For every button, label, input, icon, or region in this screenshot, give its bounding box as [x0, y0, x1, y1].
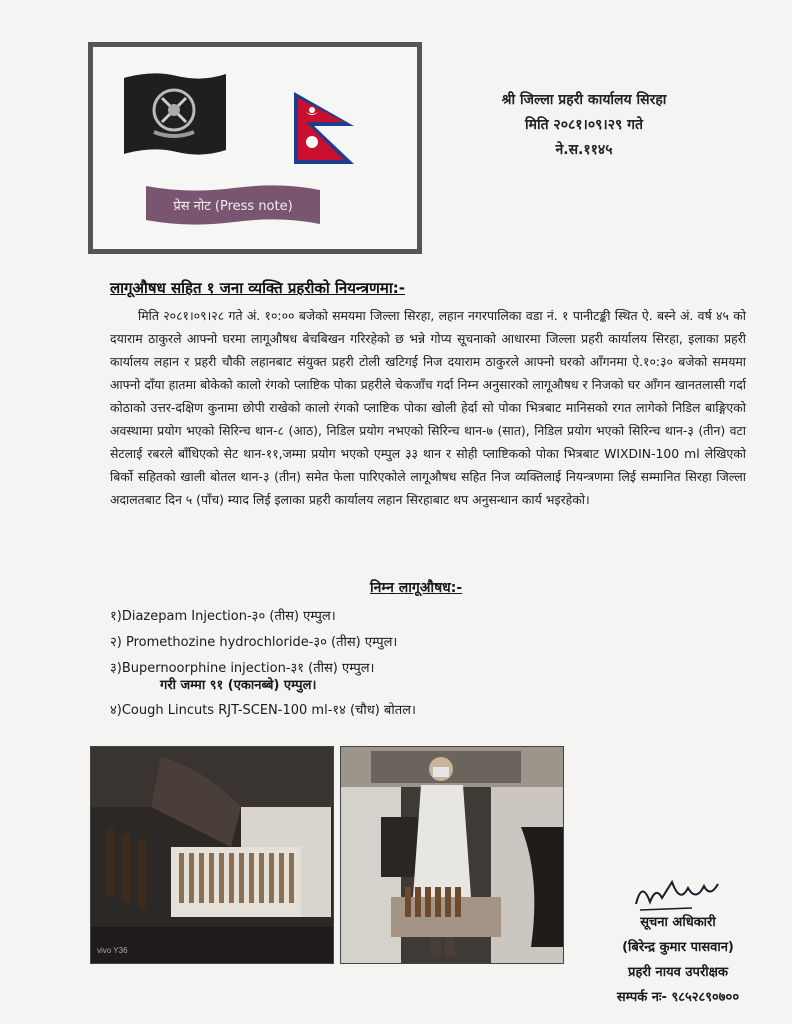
drug-list-heading: निम्न लागूऔषध:- — [370, 580, 463, 596]
press-note-label: प्रेस नोट (Press note) — [173, 199, 293, 214]
nepal-police-flag-icon — [122, 70, 228, 158]
office-header — [464, 88, 704, 163]
photo-caption: vivo Y36 — [97, 946, 128, 955]
handwritten-signature — [632, 874, 722, 914]
signatory-rank: प्रहरी नायव उपरीक्षक — [628, 965, 728, 980]
press-release-title: लागूऔषध सहित १ जना व्यक्ति प्रहरीको नियन्त्रणमा:- — [110, 279, 405, 297]
reference-number: ने.स.११४५ — [555, 142, 613, 158]
signatory-contact: सम्पर्क नः- ९८५२८९०७०० — [616, 990, 740, 1005]
date-line: मिति २०८१।०९।२९ गते — [524, 117, 644, 133]
drug-item-cough: ४)Cough Lincuts RJT-SCEN-100 ml-१४ (चौध) बोतल। — [110, 703, 416, 718]
drug-list — [110, 604, 397, 682]
accused-photo — [340, 746, 564, 964]
signatory-title: सूचना अधिकारी — [640, 915, 716, 930]
signatory-name: (बिरेन्द्र कुमार पासवान) — [622, 940, 734, 955]
drug-item: २) Promethozine hydrochloride-३० (तीस) एम्पुल। — [110, 635, 398, 650]
nepal-flag-icon — [292, 90, 360, 166]
drug-item: १)Diazepam Injection-३० (तीस) एम्पुल। — [110, 609, 336, 624]
office-name: श्री जिल्ला प्रहरी कार्यालय सिरहा — [501, 92, 667, 108]
drug-total: गरी जम्मा ९१ (एकानब्बे) एम्पुल। — [160, 678, 317, 693]
press-release-body: मिति २०८१।०९।२८ गते अं. १०:०० बजेको समयमा जिल्ला सिरहा, लहान नगरपालिका वडा नं. १ पानीटङ्की स्थित ऐ. बस्ने अं. वर्ष ४५ को दयाराम ठाकुरले आफ्नो घरमा लागूऔषध बेचबिखन गरिरहेको छ भन्ने गोप्य सूचनाको आधारमा जिल्ला प्रहरी कार्यालय सिरहा, इलाका प्रहरी कार्यालय लहान र प्रहरी चौकी लहानबाट संयुक्त प्रहरी टोली खटिगई निज दयाराम ठाकुरले आफ्नो घरको आँगनमा ऐ.१०:३० बजेको समयमा आफ्नो दाँया हातमा बोकेको कालो रंगको प्लाष्टिक पोका प्रहरीले चेकजाँच गर्दा निम्न अनुसारको लागूऔषध र निजको घर आँगन खानतलासी गर्दा कोठाको उत्तर-दक्षिण कुनामा छोपी राखेको कालो रंगको प्लाष्टिक पोका खोली हेर्दा सो पोका भित्रबाट मानिसको रगत लागेको निडिल बाङ्गिएको अवस्थामा प्रयोग भएको सिरिन्च थान-८ (आठ), निडिल प्रयोग नभएको सिरिन्च थान-७ (सात), निडिल प्रयोग भएको सिरिन्च थान-३ (तीन) वटा सेटलाई रबरले बाँधिएको सेट थान-११,जम्मा प्रयोग भएको एम्पुल ३३ थान र सोही प्लाष्टिकको पोका भित्रबाट WIXDIN-100 ml लेखिएको बिर्को सहितको खाली बोतल थान-३ (तीन) समेत फेला पारिएकोले लागूऔषध सहित निज व्यक्तिलाई नियन्त्रणमा लिई सम्मानित सिरहा जिल्ला अदालतबाट दिन ५ (पाँच) म्याद लिई इलाका प्रहरी कार्यालय लहान सिरहाबाट थप अनुसन्धान कार्य भइरहेको। — [110, 308, 746, 507]
drug-item: ३)Bupernoorphine injection-३१ (तीस) एम्पुल। — [110, 661, 375, 676]
seized-drugs-photo — [90, 746, 334, 964]
signatory-block — [590, 910, 766, 1010]
